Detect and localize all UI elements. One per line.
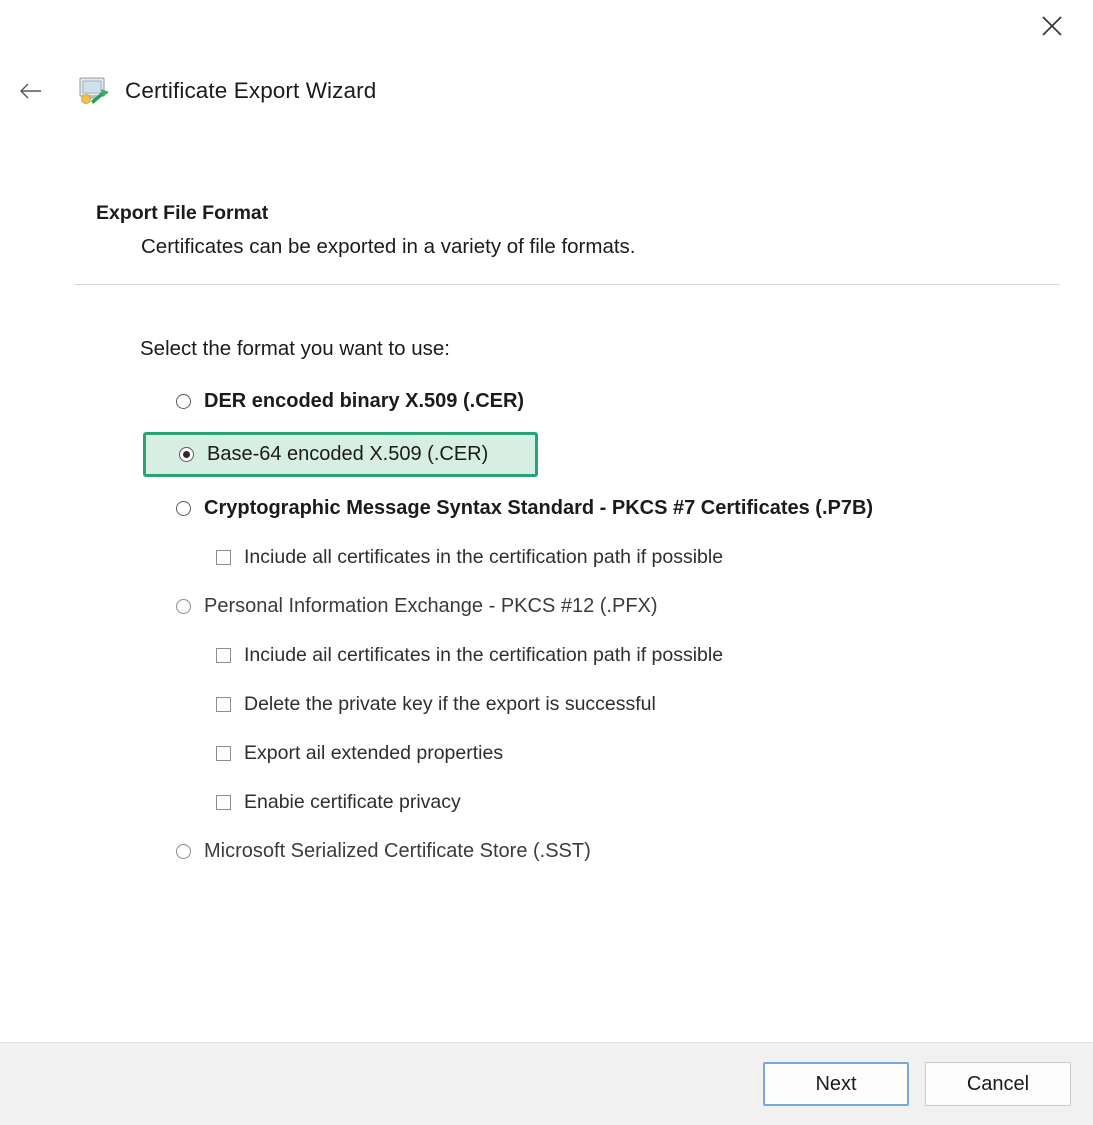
radio-icon-pkcs7-certificates[interactable]	[176, 501, 191, 516]
option-pkcs7-include-all-certificates[interactable]	[0, 539, 1093, 575]
option-pkcs12-personal-information-exchange[interactable]	[0, 588, 1093, 624]
wizard-content	[0, 120, 1093, 1042]
checkbox-icon-pfx-delete-private-key[interactable]	[216, 697, 231, 712]
option-label: Enabie certificate privacy	[244, 790, 461, 813]
option-pfx-delete-private-key[interactable]	[0, 686, 1093, 722]
close-icon[interactable]	[1029, 6, 1075, 46]
radio-icon-der-encoded-binary[interactable]	[176, 394, 191, 409]
page-head	[0, 202, 1093, 259]
option-label: Export ail extended properties	[244, 741, 504, 764]
option-base64-encoded[interactable]	[143, 432, 538, 477]
section-heading: Export File Format	[96, 202, 269, 224]
option-label: Base-64 encoded X.509 (.CER)	[207, 443, 489, 465]
title-bar	[0, 0, 1093, 62]
option-pkcs7-certificates[interactable]	[0, 490, 1093, 526]
option-label: Inciude all certificates in the certification path if possible	[244, 545, 724, 568]
checkbox-icon-pfx-enable-certificate-privacy[interactable]	[216, 795, 231, 810]
option-pfx-enable-certificate-privacy[interactable]	[0, 784, 1093, 820]
format-prompt: Select the format you want to use:	[140, 337, 450, 360]
checkbox-icon-pfx-export-extended-properties[interactable]	[216, 746, 231, 761]
option-label: Delete the private key if the export is successful	[244, 692, 656, 715]
option-der-encoded-binary[interactable]	[0, 383, 1093, 419]
option-label: Inciude ail certificates in the certification path if possible	[244, 643, 724, 666]
certificate-export-icon	[77, 75, 111, 107]
option-label: Cryptographic Message Syntax Standard - PKCS #7 Certificates (.P7B)	[204, 496, 874, 519]
option-label: DER encoded binary X.509 (.CER)	[204, 389, 525, 412]
wizard-header	[0, 62, 1093, 120]
page-title: Certificate Export Wizard	[125, 78, 377, 103]
option-label: Personal Information Exchange - PKCS #12 (.PFX)	[204, 594, 658, 617]
checkbox-icon-pfx-include-all-certificates[interactable]	[216, 648, 231, 663]
radio-icon-base64-encoded[interactable]	[179, 447, 194, 462]
next-button[interactable]: Next	[763, 1062, 909, 1106]
wizard-footer	[0, 1042, 1093, 1125]
option-label: Microsoft Serialized Certificate Store (.SST)	[204, 839, 591, 862]
section-subheading: Certificates can be exported in a variety of file formats.	[141, 235, 636, 258]
header-divider	[75, 284, 1060, 285]
option-serialized-certificate-store[interactable]	[0, 833, 1093, 869]
radio-icon-pkcs12-personal-information-exchange[interactable]	[176, 599, 191, 614]
checkbox-icon-pkcs7-include-all-certificates[interactable]	[216, 550, 231, 565]
back-icon[interactable]	[14, 74, 48, 108]
radio-icon-serialized-certificate-store[interactable]	[176, 844, 191, 859]
option-pfx-export-extended-properties[interactable]	[0, 735, 1093, 771]
format-options-group	[0, 383, 1093, 869]
option-pfx-include-all-certificates[interactable]	[0, 637, 1093, 673]
cancel-button[interactable]: Cancel	[925, 1062, 1071, 1106]
